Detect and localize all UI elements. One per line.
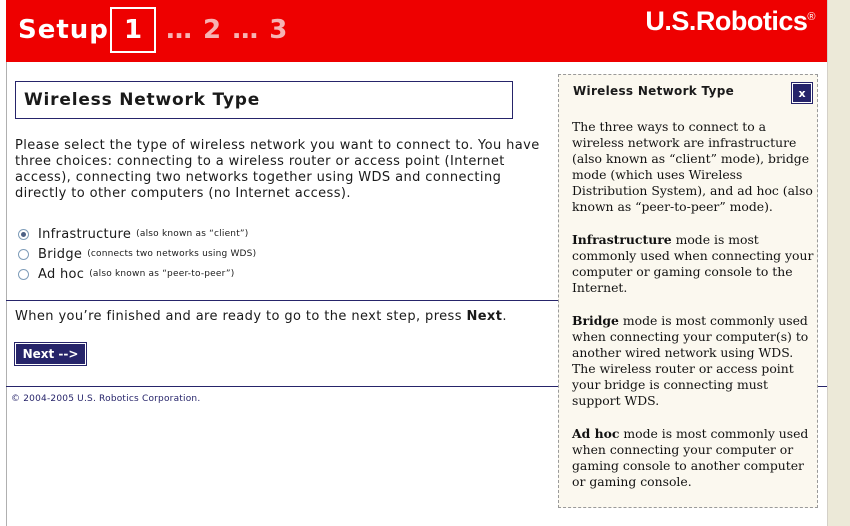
help-close-button[interactable]: x bbox=[792, 83, 812, 103]
option-label: Ad hoc bbox=[38, 266, 85, 282]
option-label: Infrastructure bbox=[38, 226, 132, 242]
remaining-steps: … 2 … 3 bbox=[166, 15, 289, 45]
current-step-indicator: 1 bbox=[110, 7, 156, 53]
intro-text: Please select the type of wireless network you want to connect to. You have three choices: connecting to a wireless router or access point (Internet access), connecting two networks together using WDS and connecting directly to other computers (no Internet access). bbox=[15, 138, 540, 201]
help-panel bbox=[558, 74, 818, 508]
option-note: (connects two networks using WDS) bbox=[87, 249, 257, 259]
option-infrastructure[interactable] bbox=[18, 224, 256, 244]
setup-label: Setup bbox=[18, 15, 109, 45]
option-note: (also known as “client”) bbox=[136, 229, 249, 239]
radio-infrastructure[interactable] bbox=[18, 229, 29, 240]
window-right-edge bbox=[827, 0, 850, 526]
option-label: Bridge bbox=[38, 246, 83, 262]
copyright-text: © 2004-2005 U.S. Robotics Corporation. bbox=[11, 394, 201, 404]
header-bar bbox=[6, 0, 827, 62]
help-infrastructure: Infrastructure mode is most commonly used when connecting your computer or gaming console to the Internet. bbox=[572, 232, 814, 295]
network-type-options bbox=[18, 224, 256, 284]
help-bridge: Bridge mode is most commonly used when connecting your computer(s) to another wired network using WDS. The wireless router or access point your bridge is connecting must support WDS. bbox=[572, 313, 809, 408]
radio-ad-hoc[interactable] bbox=[18, 269, 29, 280]
finish-instructions: When you’re finished and are ready to go to the next step, press Next. bbox=[15, 309, 507, 324]
page-title-box bbox=[15, 81, 513, 119]
help-intro: The three ways to connect to a wireless network are infrastructure (also known as “client” mode), bridge mode (which uses Wireless Distribution System), and ad hoc (also known as “peer-to-peer” mode). bbox=[572, 119, 813, 214]
next-button[interactable]: Next --> bbox=[15, 343, 86, 365]
content-left-border bbox=[6, 62, 7, 526]
option-bridge[interactable] bbox=[18, 244, 256, 264]
section-divider bbox=[6, 300, 558, 301]
radio-bridge[interactable] bbox=[18, 249, 29, 260]
help-body bbox=[572, 119, 814, 507]
option-ad-hoc[interactable] bbox=[18, 264, 256, 284]
usrobotics-logo: U.S.Robotics® bbox=[645, 6, 815, 36]
option-note: (also known as “peer-to-peer”) bbox=[89, 269, 235, 279]
help-title: Wireless Network Type bbox=[573, 84, 735, 98]
page-title: Wireless Network Type bbox=[24, 90, 261, 110]
help-ad-hoc: Ad hoc mode is most commonly used when connecting your computer or gaming console to another computer or gaming console. bbox=[572, 426, 809, 489]
